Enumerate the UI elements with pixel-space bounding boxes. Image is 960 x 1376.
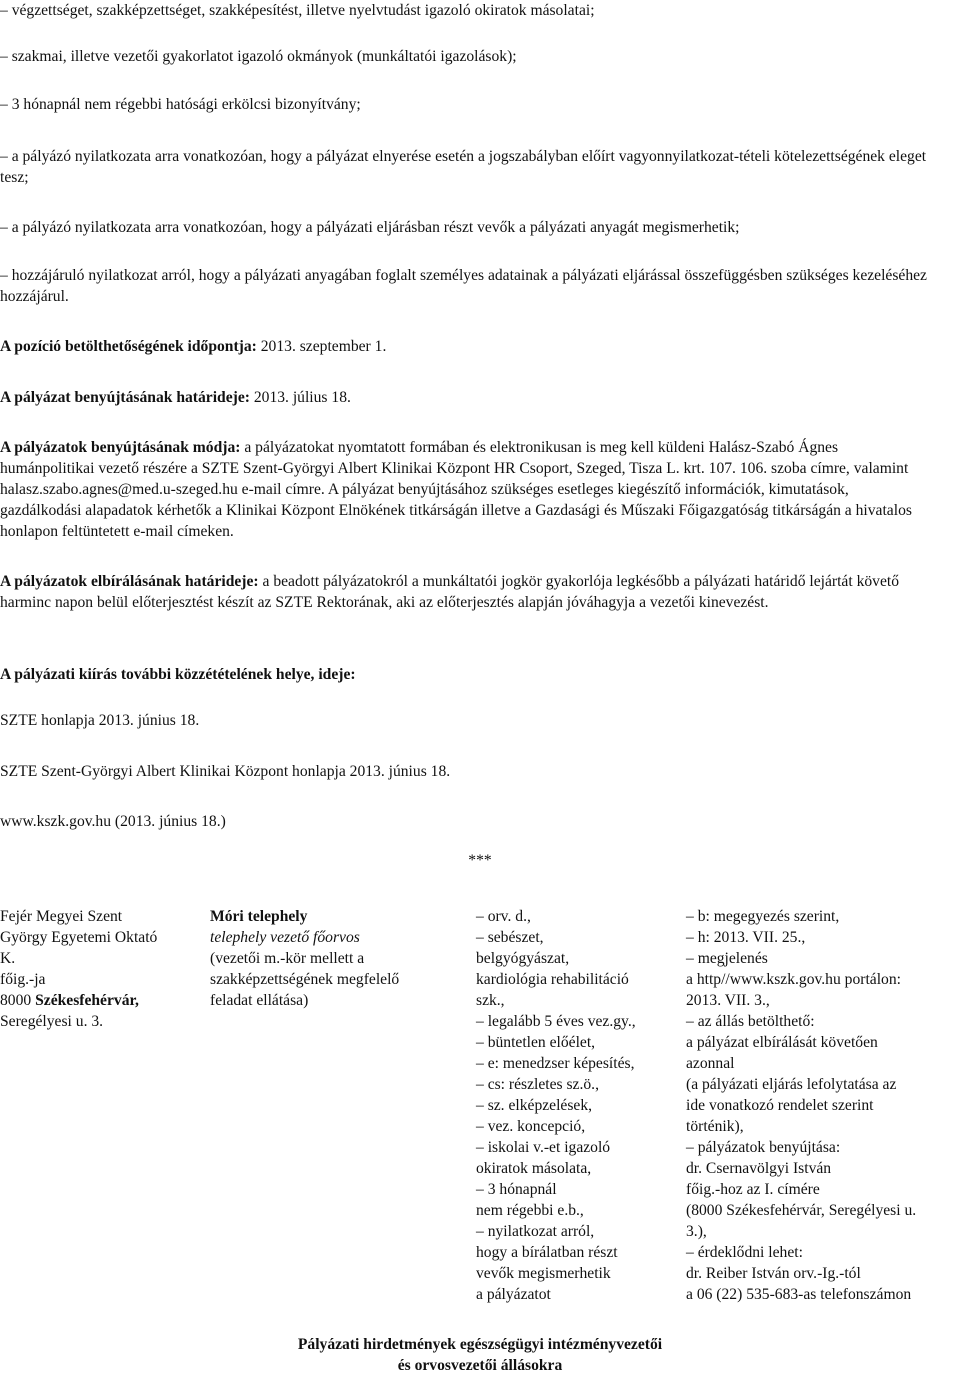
footer-line: Pályázati hirdetmények egészségügyi intézményvezetői bbox=[297, 1336, 663, 1353]
position-subtitle: telephely vezető főorvos bbox=[210, 929, 360, 946]
position-column bbox=[210, 906, 460, 1011]
list-item: – végzettséget, szakképzettséget, szakképesítést, illetve nyelvtudást igazoló okiratok másolatai; bbox=[0, 2, 595, 19]
requirement-line: – 3 hónapnál bbox=[476, 1181, 557, 1198]
separator: *** bbox=[468, 852, 492, 869]
publication-item: www.kszk.gov.hu (2013. június 18.) bbox=[0, 813, 226, 830]
publication-item: SZTE honlapja 2013. június 18. bbox=[0, 712, 200, 729]
requirement-line: – nyilatkozat arról, bbox=[476, 1223, 595, 1240]
detail-line: azonnal bbox=[686, 1055, 735, 1072]
employer-line: György Egyetemi Oktató bbox=[0, 929, 158, 946]
position-date-value: 2013. szeptember 1. bbox=[256, 338, 387, 355]
detail-line: ide vonatkozó rendelet szerint bbox=[686, 1097, 874, 1114]
requirement-line: – cs: részletes sz.ö., bbox=[476, 1076, 599, 1093]
detail-line: 3.), bbox=[686, 1223, 707, 1240]
detail-line: a pályázat elbírálását követően bbox=[686, 1034, 878, 1051]
detail-line: – b: megegyezés szerint, bbox=[686, 908, 840, 925]
detail-line: 2013. VII. 3., bbox=[686, 992, 770, 1009]
position-title: Móri telephely bbox=[210, 908, 308, 925]
page-footer bbox=[0, 1334, 960, 1376]
requirement-line: – sz. elképzelések, bbox=[476, 1097, 593, 1114]
detail-line: (8000 Székesfehérvár, Seregélyesi u. bbox=[686, 1202, 917, 1219]
position-line: szakképzettségének megfelelő bbox=[210, 971, 400, 988]
detail-line: a 06 (22) 535-683-as telefonszámon bbox=[686, 1286, 912, 1303]
requirement-line: – orv. d., bbox=[476, 908, 531, 925]
employer-city: Székesfehérvár, bbox=[35, 992, 139, 1009]
requirement-line: hogy a bírálatban részt bbox=[476, 1244, 618, 1261]
footer-line: és orvosvezetői állásokra bbox=[397, 1357, 563, 1374]
deadline-label: A pályázat benyújtásának határideje: bbox=[0, 389, 250, 406]
evaluation-value: a beadott pályázatokról a munkáltatói jogkör gyakorlója legkésőbb a pályázati határidő lejártát követő harminc napon belül előterjesztést készít az SZTE Rektorának, aki az előterjesztés alapján jóváhagyja a vezetői kinevezést. bbox=[0, 573, 900, 611]
detail-line: dr. Csernavölgyi István bbox=[686, 1160, 832, 1177]
employer-line: Fejér Megyei Szent bbox=[0, 908, 123, 925]
position-line: feladat ellátása) bbox=[210, 992, 309, 1009]
deadline bbox=[0, 387, 930, 408]
detail-line: történik), bbox=[686, 1118, 744, 1135]
submission-method bbox=[0, 437, 930, 542]
list-item: – szakmai, illetve vezetői gyakorlatot igazoló okmányok (munkáltatói igazolások); bbox=[0, 48, 517, 65]
requirement-line: nem régebbi e.b., bbox=[476, 1202, 584, 1219]
publication-item: SZTE Szent-Györgyi Albert Klinikai Központ honlapja 2013. június 18. bbox=[0, 763, 451, 780]
submission-value: a pályázatokat nyomtatott formában és elektronikusan is meg kell küldeni Halász-Szabó Ágnes humánpolitikai vezető részére a SZTE Szent-Györgyi Albert Klinikai Központ HR Csoport, Szeged, Tisza L. krt. 107. 106. szoba címre, valamint halasz.szabo.agnes@med.u-szeged.hu e-mail címre. A pályázat benyújtásához szükséges esetleges kiegészítő információk, kimutatások, gazdálkodási alapadatok kérhetők a Klinikai Központ Elnökének titkárságán illetve a Gazdasági és Műszaki Főigazgatóság titkárságán a hivatalos honlapon feltüntetett e-mail címeken. bbox=[0, 439, 912, 540]
employer-zip: 8000 bbox=[0, 992, 36, 1009]
employer-column bbox=[0, 906, 195, 1032]
requirement-line: – sebészet, bbox=[476, 929, 544, 946]
requirements-column bbox=[476, 906, 676, 1305]
detail-line: (a pályázati eljárás lefolytatása az bbox=[686, 1076, 897, 1093]
requirement-line: – büntetlen előélet, bbox=[476, 1034, 596, 1051]
publication-heading: A pályázati kiírás további közzétételének helye, ideje: bbox=[0, 666, 356, 683]
requirement-line: szk., bbox=[476, 992, 505, 1009]
employer-line: K. bbox=[0, 950, 16, 967]
employer-street: Seregélyesi u. 3. bbox=[0, 1013, 104, 1030]
requirement-line: a pályázatot bbox=[476, 1286, 551, 1303]
requirement-line: – e: menedzser képesítés, bbox=[476, 1055, 635, 1072]
deadline-value: 2013. július 18. bbox=[249, 389, 351, 406]
requirement-line: – iskolai v.-et igazoló bbox=[476, 1139, 611, 1156]
position-date bbox=[0, 336, 930, 357]
detail-line: – érdeklődni lehet: bbox=[686, 1244, 803, 1261]
detail-line: – h: 2013. VII. 25., bbox=[686, 929, 806, 946]
submission-label: A pályázatok benyújtásának módja: bbox=[0, 439, 241, 456]
list-item: – 3 hónapnál nem régebbi hatósági erkölcsi bizonyítvány; bbox=[0, 96, 361, 113]
list-item: – hozzájáruló nyilatkozat arról, hogy a pályázati anyagában foglalt személyes adatainak a pályázati eljárással összefüggésben szükséges kezeléséhez hozzájárul. bbox=[0, 267, 927, 305]
requirement-line: kardiológia rehabilitáció bbox=[476, 971, 629, 988]
position-date-label: A pozíció betölthetőségének időpontja: bbox=[0, 338, 257, 355]
detail-line: főig.-hoz az I. címére bbox=[686, 1181, 820, 1198]
requirement-line: vevők megismerhetik bbox=[476, 1265, 611, 1282]
list-item: – a pályázó nyilatkozata arra vonatkozóan, hogy a pályázat elnyerése esetén a jogszabályban előírt vagyonnyilatkozat-tételi kötelezettségének eleget tesz; bbox=[0, 148, 927, 186]
evaluation-deadline bbox=[0, 571, 930, 613]
position-line: (vezetői m.-kör mellett a bbox=[210, 950, 365, 967]
detail-line: – pályázatok benyújtása: bbox=[686, 1139, 841, 1156]
details-column bbox=[686, 906, 960, 1305]
detail-line: a http//www.kszk.gov.hu portálon: bbox=[686, 971, 901, 988]
employer-line: főig.-ja bbox=[0, 971, 46, 988]
detail-line: dr. Reiber István orv.-Ig.-tól bbox=[686, 1265, 861, 1282]
requirement-line: belgyógyászat, bbox=[476, 950, 570, 967]
employer-address bbox=[0, 990, 195, 1011]
requirement-line: – vez. koncepció, bbox=[476, 1118, 586, 1135]
requirement-line: – legalább 5 éves vez.gy., bbox=[476, 1013, 636, 1030]
list-item: – a pályázó nyilatkozata arra vonatkozóan, hogy a pályázati eljárásban részt vevők a pályázati anyagát megismerhetik; bbox=[0, 219, 740, 236]
detail-line: – az állás betölthető: bbox=[686, 1013, 815, 1030]
evaluation-label: A pályázatok elbírálásának határideje: bbox=[0, 573, 259, 590]
detail-line: – megjelenés bbox=[686, 950, 768, 967]
requirement-line: okiratok másolata, bbox=[476, 1160, 592, 1177]
